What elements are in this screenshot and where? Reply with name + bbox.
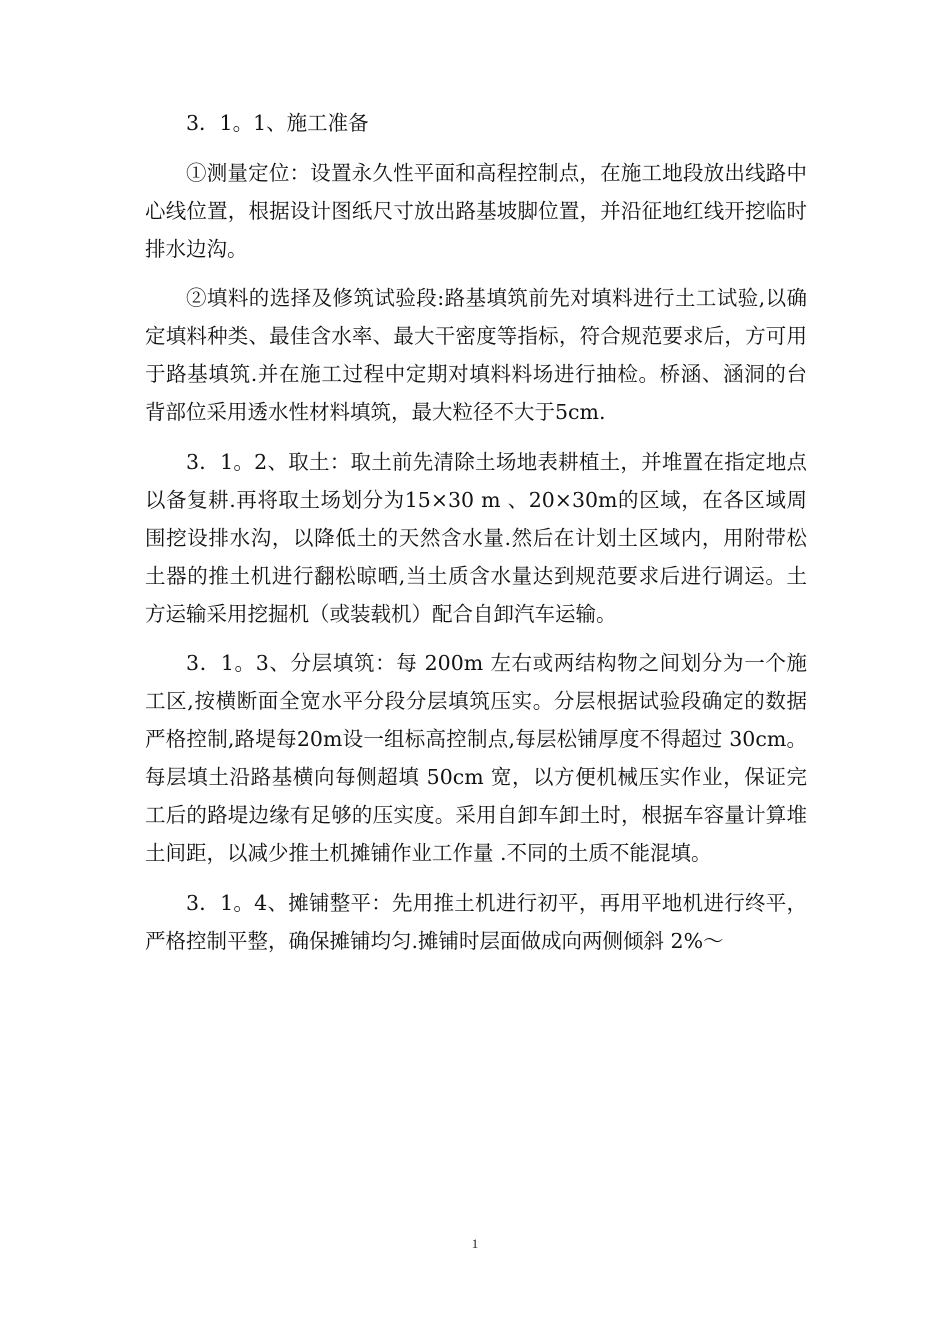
paragraph-spreading-leveling: 3．1。4、摊铺整平：先用推土机进行初平，再用平地机进行终平，严格控制平整，确保摊铺均匀.摊铺时层面做成向两侧倾斜 2%～: [145, 890, 807, 953]
section-heading-3-1-1: 3．1。1、施工准备: [186, 111, 369, 135]
document-body: [145, 104, 807, 971]
paragraph-survey-positioning: ①测量定位：设置永久性平面和高程控制点，在施工地段放出线路中心线位置，根据设计图纸尺寸放出路基坡脚位置，并沿征地红线开挖临时排水边沟。: [145, 160, 807, 261]
page-number: 1: [471, 1236, 479, 1251]
paragraph-fill-selection: ②填料的选择及修筑试验段:路基填筑前先对填料进行土工试验,以确定填料种类、最佳含水率、最大干密度等指标，符合规范要求后，方可用于路基填筑.并在施工过程中定期对填料料场进行抽检。桥涵、涵洞的台背部位采用透水性材料填筑，最大粒径不大于5cm.: [145, 286, 807, 424]
paragraph-layered-filling: 3．1。3、分层填筑：每 200m 左右或两结构物之间划分为一个施工区,按横断面全宽水平分段分层填筑压实。分层根据试验段确定的数据严格控制,路堤每20m设一组标高控制点,每层松铺厚度不得超过 30cm。每层填土沿路基横向每侧超填 50cm 宽，以方便机械压实作业，保证完工后的路堤边缘有足够的压实度。采用自卸车卸土时，根据车容量计算堆土间距，以减少推土机摊铺作业工作量 .不同的土质不能混填。: [145, 651, 807, 865]
paragraph-borrow-soil: 3．1。2、取土：取土前先清除土场地表耕植土，并堆置在指定地点以备复耕.再将取土场划分为15×30 m 、20×30m的区域，在各区域周围挖设排水沟，以降低土的天然含水量.然后在计划土区域内，用附带松土器的推土机进行翻松晾晒,当土质含水量达到规范要求后进行调运。土方运输采用挖掘机（或装载机）配合自卸汽车运输。: [145, 449, 807, 626]
